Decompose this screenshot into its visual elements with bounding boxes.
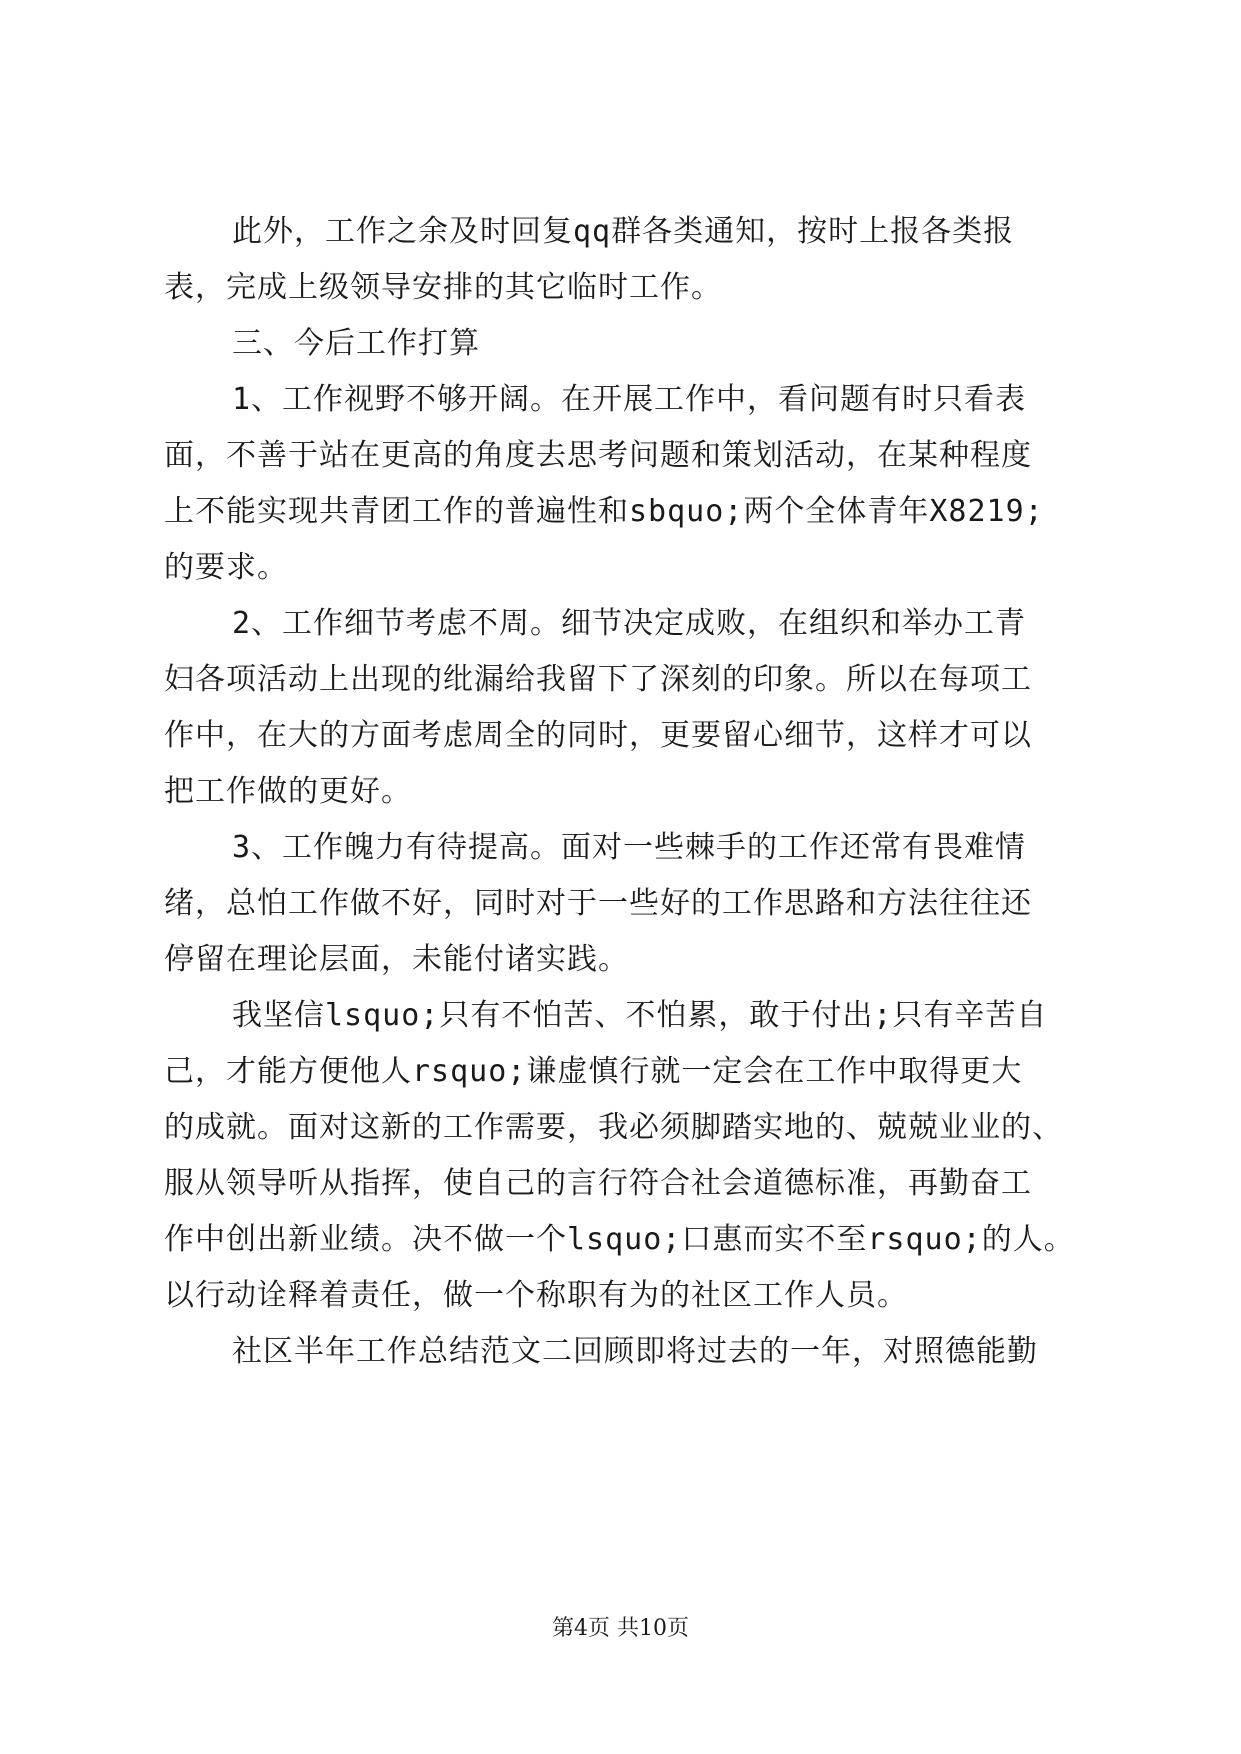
text-line: 把工作做的更好。 — [164, 774, 412, 809]
text-line: 作中，在大的方面考虑周全的同时，更要留心细节，这样才可以 — [164, 718, 1032, 753]
text-line: 2、工作细节考虑不周。细节决定成败，在组织和举办工青 — [232, 606, 1027, 641]
text-line: 绪，总怕工作做不好，同时对于一些好的工作思路和方法往往还 — [164, 886, 1032, 921]
text-line: 作中创出新业绩。决不做一个lsquo;口惠而实不至rsquo;的人。 — [164, 1222, 1075, 1257]
text-line: 面，不善于站在更高的角度去思考问题和策划活动，在某种程度 — [164, 438, 1032, 473]
text-line: 表，完成上级领导安排的其它临时工作。 — [164, 270, 722, 305]
text-line: 以行动诠释着责任，做一个称职有为的社区工作人员。 — [164, 1278, 908, 1313]
text-line: 上不能实现共青团工作的普遍性和sbquo;两个全体青年X8219; — [164, 494, 1044, 529]
text-line: 社区半年工作总结范文二回顾即将过去的一年，对照德能勤 — [232, 1334, 1038, 1369]
text-line: 的成就。面对这新的工作需要，我必须脚踏实地的、兢兢业业的、 — [164, 1110, 1063, 1145]
page-number-footer: 第4页 共10页 — [552, 1616, 689, 1641]
text-line: 我坚信lsquo;只有不怕苦、不怕累，敢于付出;只有辛苦自 — [232, 998, 1048, 1033]
text-line: 此外，工作之余及时回复qq群各类通知，按时上报各类报 — [232, 214, 1015, 249]
text-line: 3、工作魄力有待提高。面对一些棘手的工作还常有畏难情 — [232, 830, 1027, 865]
text-line: 服从领导听从指挥，使自己的言行符合社会道德标准，再勤奋工 — [164, 1166, 1032, 1201]
text-line: 妇各项活动上出现的纰漏给我留下了深刻的印象。所以在每项工 — [164, 662, 1032, 697]
text-line: 1、工作视野不够开阔。在开展工作中，看问题有时只看表 — [232, 382, 1027, 417]
section-heading: 三、今后工作打算 — [232, 326, 480, 361]
text-line: 的要求。 — [164, 550, 288, 585]
text-line: 己，才能方便他人rsquo;谦虚慎行就一定会在工作中取得更大 — [164, 1054, 1023, 1089]
text-line: 停留在理论层面，未能付诸实践。 — [164, 942, 629, 977]
